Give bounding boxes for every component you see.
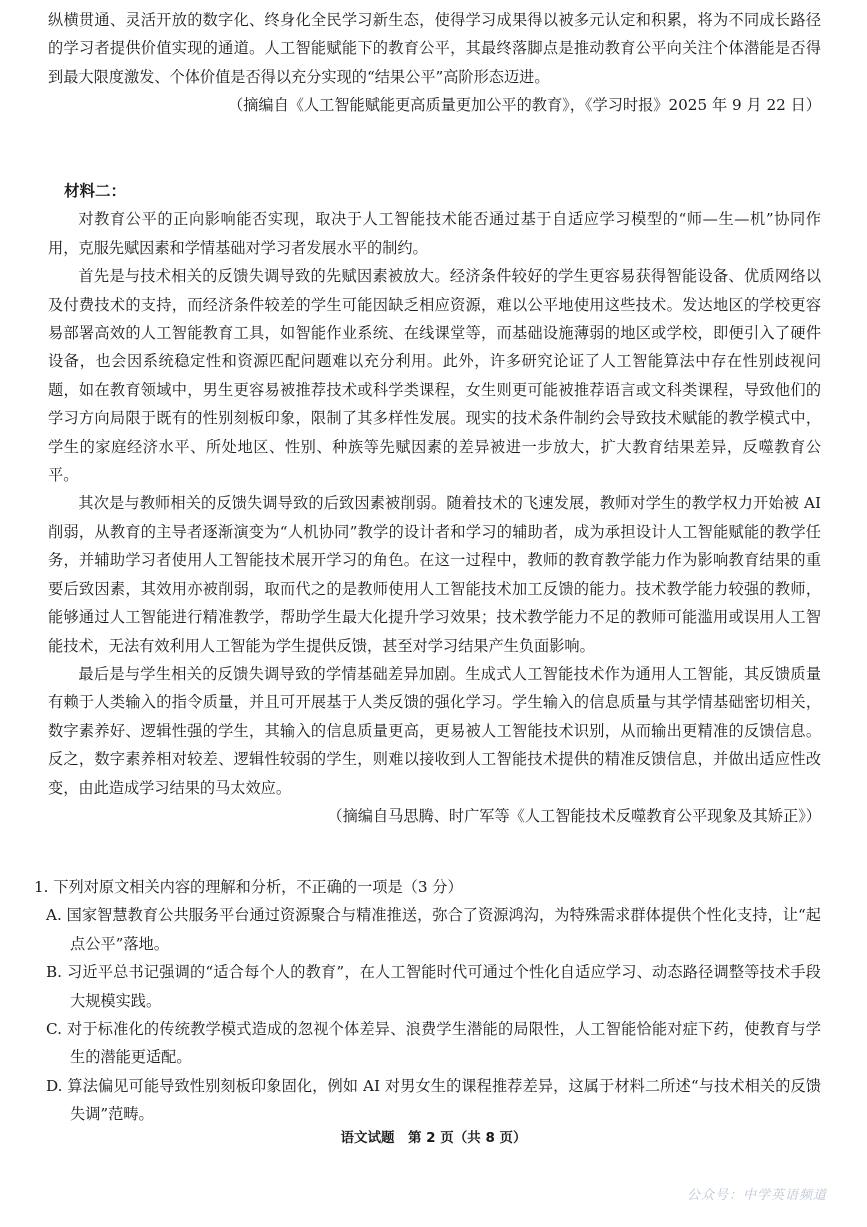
- material-paragraph: 最后是与学生相关的反馈失调导致的学情基础差异加剧。生成式人工智能技术作为通用人工智能，其反馈质量有赖于人类输入的指令质量，并且可开展基于人类反馈的强化学习。学生输入的信息质量与其学情基础密切相关，数字素养好、逻辑性强的学生，其输入的信息质量更高，更易被人工智能技术识别，从而输出更精准的反馈信息。反之，数字素养相对较差、逻辑性较弱的学生，则难以接收到人工智能技术提供的精准反馈信息，并做出适应性改变，由此造成学习结果的马太效应。: [48, 664, 821, 797]
- option-b: B. 习近平总书记强调的“适合每个人的教育”，在人工智能时代可通过个性化自适应学习、动态路径调整等技术手段大规模实践。: [46, 963, 821, 1010]
- material-paragraph: 首先是与技术相关的反馈失调导致的先赋因素被放大。经济条件较好的学生更容易获得智能设备、优质网络以及付费技术的支持，而经济条件较差的学生可能因缺乏相应资源，难以公平地使用这些技术。发达地区的学校更容易部署高效的人工智能教育工具，如智能作业系统、在线课堂等，而基础设施薄弱的地区或学校，即便引入了硬件设备，也会因系统稳定性和资源匹配问题难以充分利用。此外，许多研究论证了人工智能算法中存在性别歧视问题，如在教育领域中，男生更容易被推荐技术或科学类课程，女生则更可能被推荐语言或文科类课程，导致他们的学习方向局限于既有的性别刻板印象，限制了其多样性发展。现实的技术条件制约会导致技术赋能的教学模式中，学生的家庭经济水平、所处地区、性别、种族等先赋因素的差异被进一步放大，扩大教育结果差异，反噬教育公平。: [48, 267, 821, 485]
- intro-block: [48, 6, 821, 120]
- option-a: A. 国家智慧教育公共服务平台通过资源聚合与精准推送，弥合了资源鸿沟，为特殊需求群体提供个性化支持，让“起点公平”落地。: [46, 906, 821, 953]
- intro-paragraph: 纵横贯通、灵活开放的数字化、终身化全民学习新生态，使得学习成果得以被多元认定和积累，将为不同成长路径的学习者提供价值实现的通道。人工智能赋能下的教育公平，其最终落脚点是推动教育公平向关注个体潜能是否得到最大限度激发、个体价值是否得以充分实现的“结果公平”高阶形态迈进。: [48, 11, 821, 86]
- option-c: C. 对于标准化的传统教学模式造成的忽视个体差异、浪费学生潜能的局限性，人工智能恰能对症下药，使教育与学生的潜能更适配。: [46, 1020, 821, 1067]
- option-d: D. 算法偏见可能导致性别刻板印象固化，例如 AI 对男女生的课程推荐差异，这属于材料二所述“与技术相关的反馈失调”范畴。: [46, 1076, 821, 1124]
- page-footer: 语文试题 第 2 页（共 8 页）: [340, 1130, 527, 1146]
- material-paragraph: 对教育公平的正向影响能否实现，取决于人工智能技术能否通过基于自适应学习模型的“师—生—机”协同作用，克服先赋因素和学情基础对学习者发展水平的制约。: [48, 210, 821, 257]
- material-paragraph: 其次是与教师相关的反馈失调导致的后致因素被削弱。随着技术的飞速发展，教师对学生的教学权力开始被 AI 削弱，从教育的主导者逐渐演变为“人机协同”教学的设计者和学习的辅助者，成为承担设计人工智能赋能的教学任务，并辅助学习者使用人工智能技术展开学习的角色。在这一过程中，教师的教育教学能力作为影响教育结果的重要后致因素，其效用亦被削弱，取而代之的是教师使用人工智能技术加工反馈的能力。技术教学能力较强的教师，能够通过人工智能进行精准教学，帮助学生最大化提升学习效果；技术教学能力不足的教师可能滥用或误用人工智能技术，无法有效利用人工智能为学生提供反馈，甚至对学习结果产生负面影响。: [48, 494, 821, 655]
- material-two-heading: 材料二：: [64, 182, 127, 200]
- watermark: 公众号：中学英语频道: [686, 1188, 827, 1203]
- material-two-source: （摘编自马思腾、时广军等《人工智能技术反噬教育公平现象及其矫正》）: [327, 806, 821, 825]
- material-two: [48, 177, 821, 830]
- intro-source: （摘编自《人工智能赋能更高质量更加公平的教育》，《学习时报》2025 年 9 月 22 日）: [228, 96, 821, 115]
- question-stem: 1. 下列对原文相关内容的理解和分析，不正确的一项是（3 分）: [34, 878, 463, 896]
- question-1: [34, 873, 821, 1129]
